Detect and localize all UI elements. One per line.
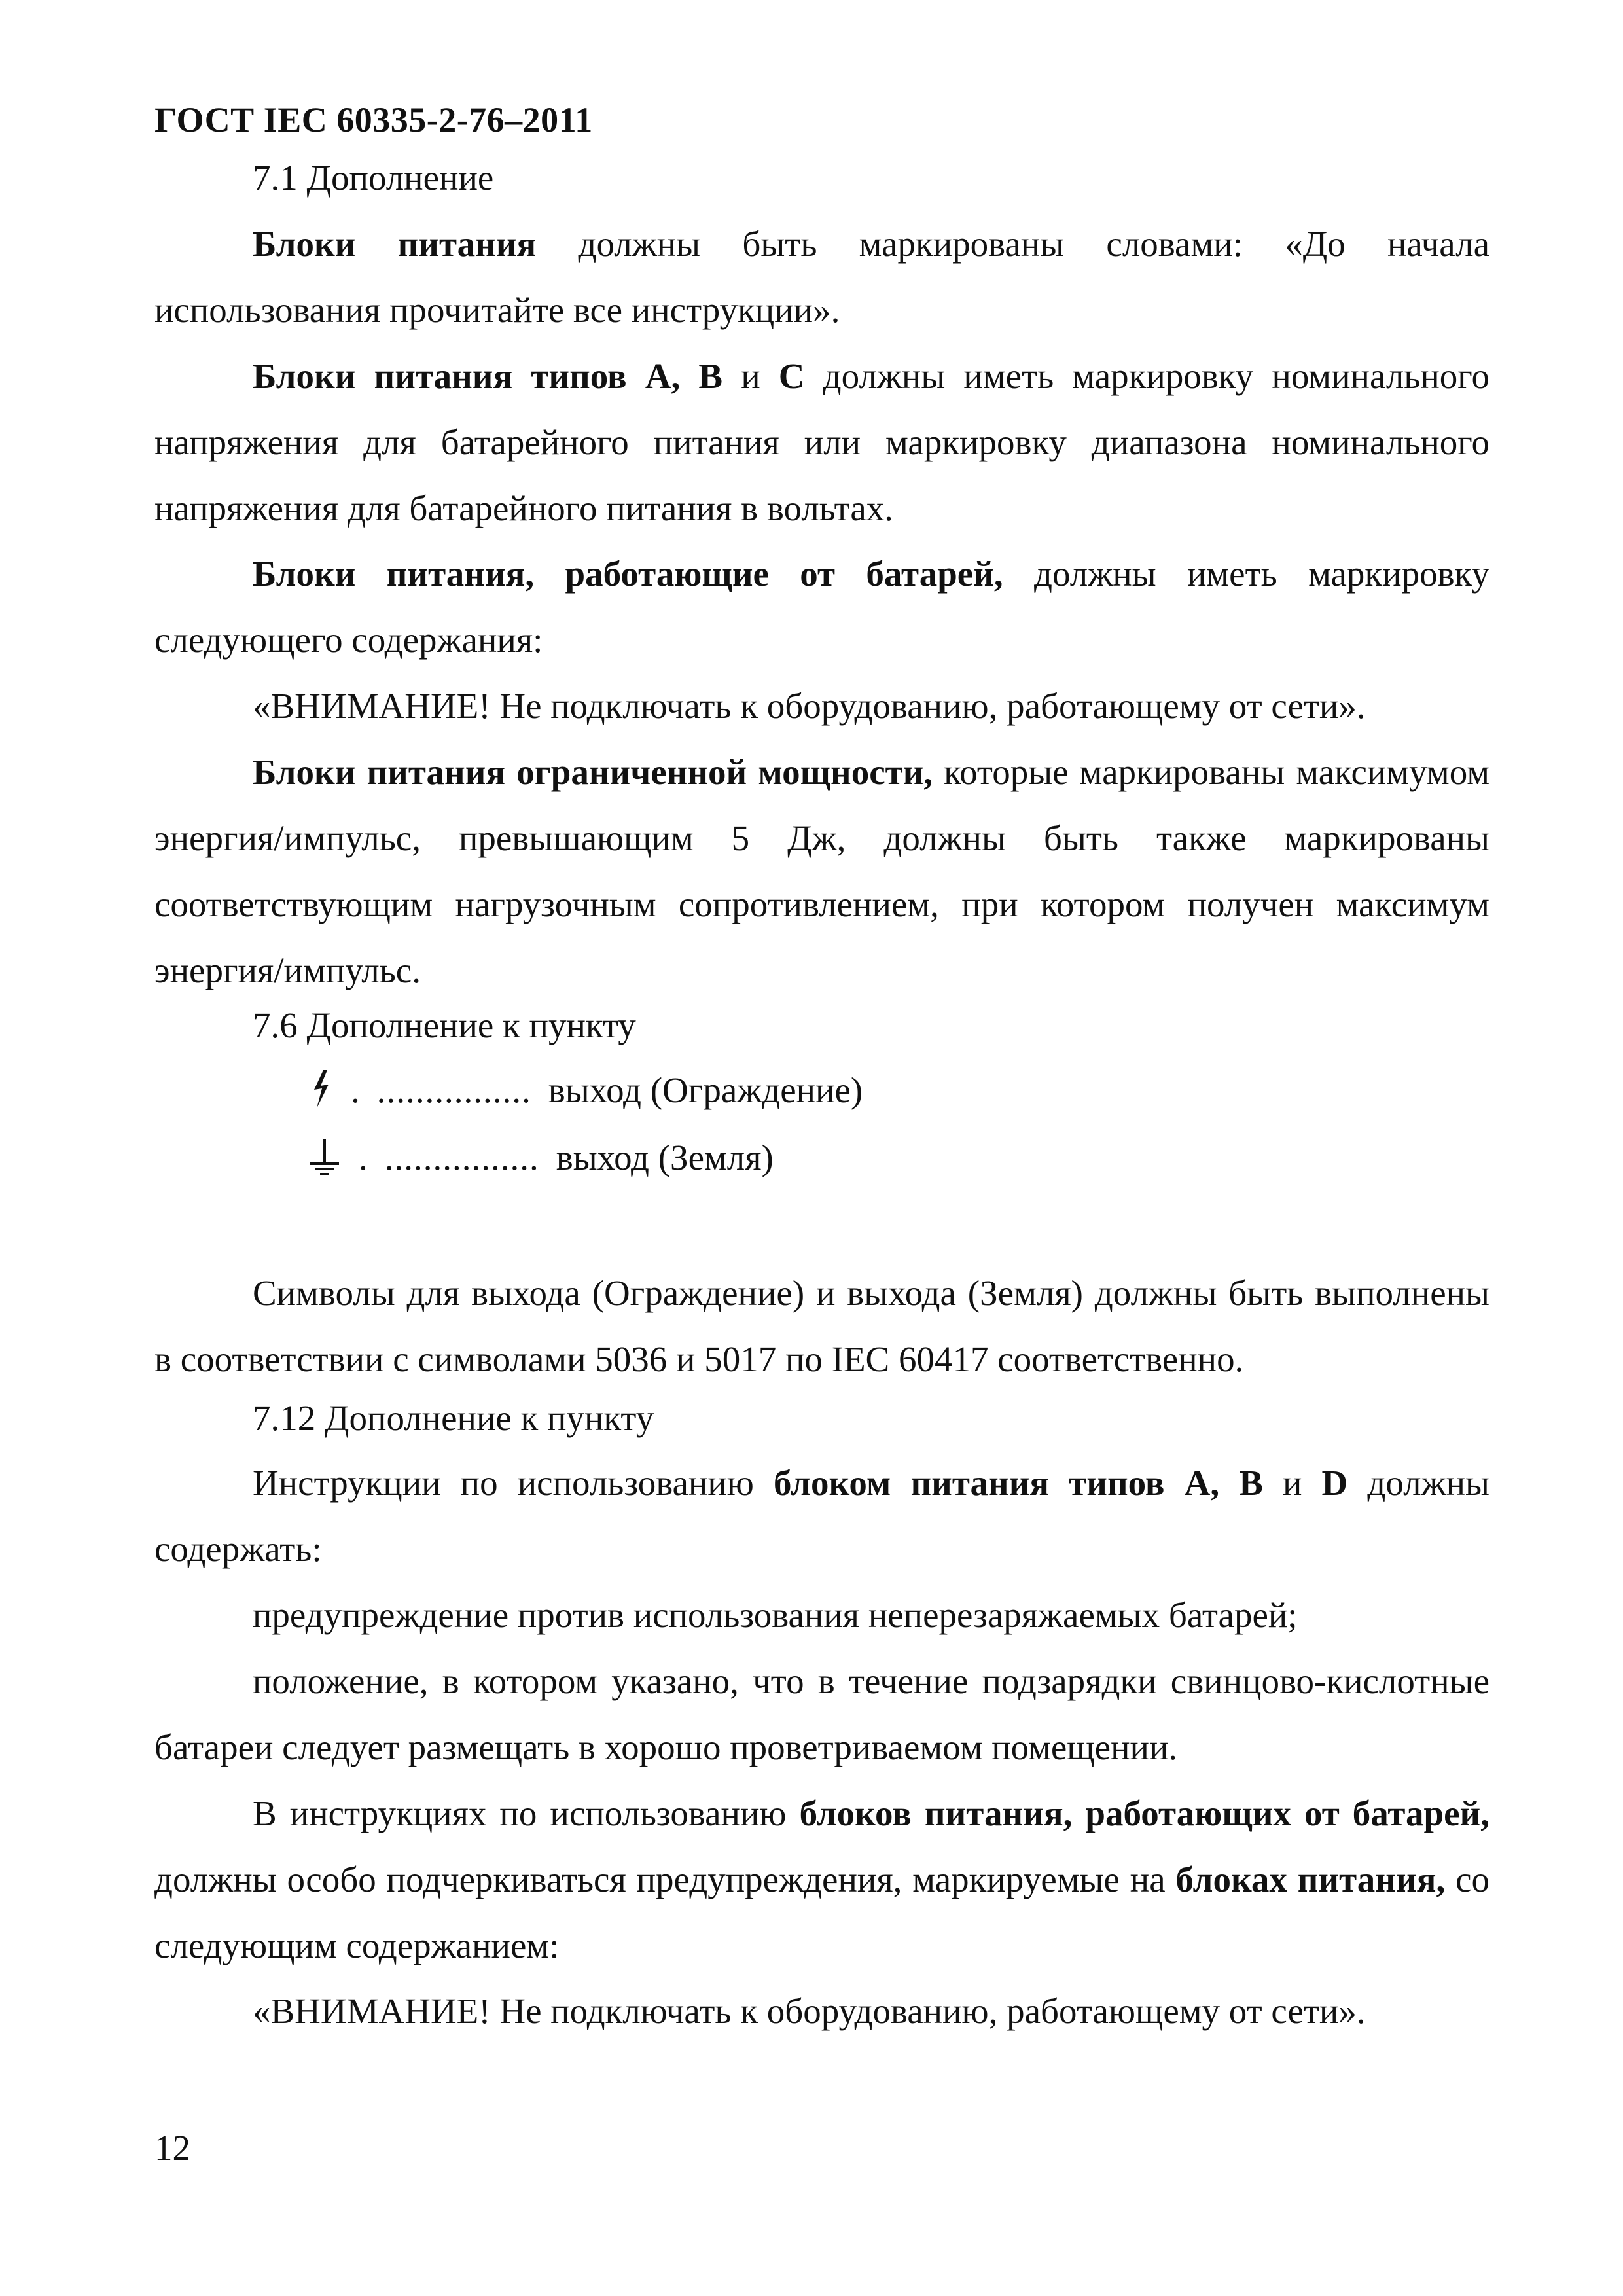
bold-term: Блоки питания, работающие от батарей, — [253, 554, 1003, 594]
leader-dots: ................ — [376, 1069, 531, 1110]
paragraph-text: которые маркированы максимумом энергия/импульс, превышающим 5 Дж, должны быть также маркированы соответствующим нагрузочным сопротивлением, при котором получен максимум энергия/импульс. — [154, 752, 1489, 990]
symbol-line-ground — [308, 1131, 774, 1183]
paragraph-text: должны иметь маркировку номинального напряжения для батарейного питания или маркировку диапазона номинального напряжения для батарейного питания в вольтах. — [154, 356, 1489, 528]
section-7-12-title: 7.12 Дополнение к пункту — [253, 1398, 654, 1438]
symbol-label: выход (Земля) — [556, 1137, 774, 1177]
paragraph-7-1-4 — [154, 739, 1489, 1003]
ground-icon — [308, 1136, 342, 1178]
paragraph-7-1-3 — [154, 541, 1489, 673]
bold-term: С — [778, 356, 805, 396]
paragraph-7-1-1 — [154, 211, 1489, 343]
paragraph-text: должны иметь маркировку следующего содержания: — [154, 554, 1489, 660]
paragraph-7-12-3: положение, в котором указано, что в течение подзарядки свинцово-кислотные батареи следует размещать в хорошо проветриваемом помещении. — [154, 1661, 1489, 1767]
symbol-line-fence — [308, 1064, 863, 1116]
paragraph-7-12-warning: «ВНИМАНИЕ! Не подключать к оборудованию, работающему от сети». — [253, 1991, 1366, 2031]
section-7-6-title: 7.6 Дополнение к пункту — [253, 1005, 636, 1045]
paragraph-7-1-2 — [154, 343, 1489, 541]
paragraph-text: Инструкции по использованию — [253, 1463, 774, 1503]
symbol-label: выход (Ограждение) — [548, 1069, 863, 1110]
bold-term: блоком питания типов А, В — [773, 1463, 1263, 1503]
paragraph-7-1-warning: «ВНИМАНИЕ! Не подключать к оборудованию, работающему от сети». — [253, 686, 1366, 726]
paragraph-text: и — [722, 356, 779, 396]
bold-term: Блоки питания — [253, 224, 537, 264]
leader-dots: ................ — [384, 1137, 539, 1177]
bold-term: блоков питания, работающих от батарей, — [799, 1793, 1489, 1833]
paragraph-text: должны быть маркированы словами: «До начала использования прочитайте все инструкции». — [154, 224, 1489, 330]
lightning-icon — [308, 1069, 334, 1111]
bold-term: Блоки питания типов А, В — [253, 356, 723, 396]
paragraph-7-12-1 — [154, 1450, 1489, 1582]
bold-term: Блоки питания ограниченной мощности, — [253, 752, 933, 792]
paragraph-text: В инструкциях по использованию — [253, 1793, 800, 1833]
paragraph-text: должны содержать: — [154, 1463, 1489, 1569]
symbol-mark: . — [351, 1069, 360, 1110]
paragraph-text: должны особо подчеркиваться предупреждения, маркируемые на — [154, 1859, 1176, 1899]
document-header: ГОСТ IEC 60335-2-76–2011 — [154, 100, 593, 139]
paragraph-7-12-4 — [154, 1780, 1489, 1979]
paragraph-text: со следующим содержанием: — [154, 1859, 1489, 1965]
paragraph-7-12-2: предупреждение против использования неперезаряжаемых батарей; — [253, 1595, 1298, 1635]
page-number: 12 — [154, 2128, 190, 2168]
paragraph-7-6-1: Символы для выхода (Ограждение) и выхода (Земля) должны быть выполнены в соответствии с символами 5036 и 5017 по IEC 60417 соответственно. — [154, 1273, 1489, 1379]
bold-term: D — [1321, 1463, 1348, 1503]
section-7-1-title: 7.1 Дополнение — [253, 158, 494, 198]
bold-term: блоках питания, — [1175, 1859, 1446, 1899]
paragraph-text: и — [1262, 1463, 1322, 1503]
symbol-mark: . — [359, 1137, 368, 1177]
